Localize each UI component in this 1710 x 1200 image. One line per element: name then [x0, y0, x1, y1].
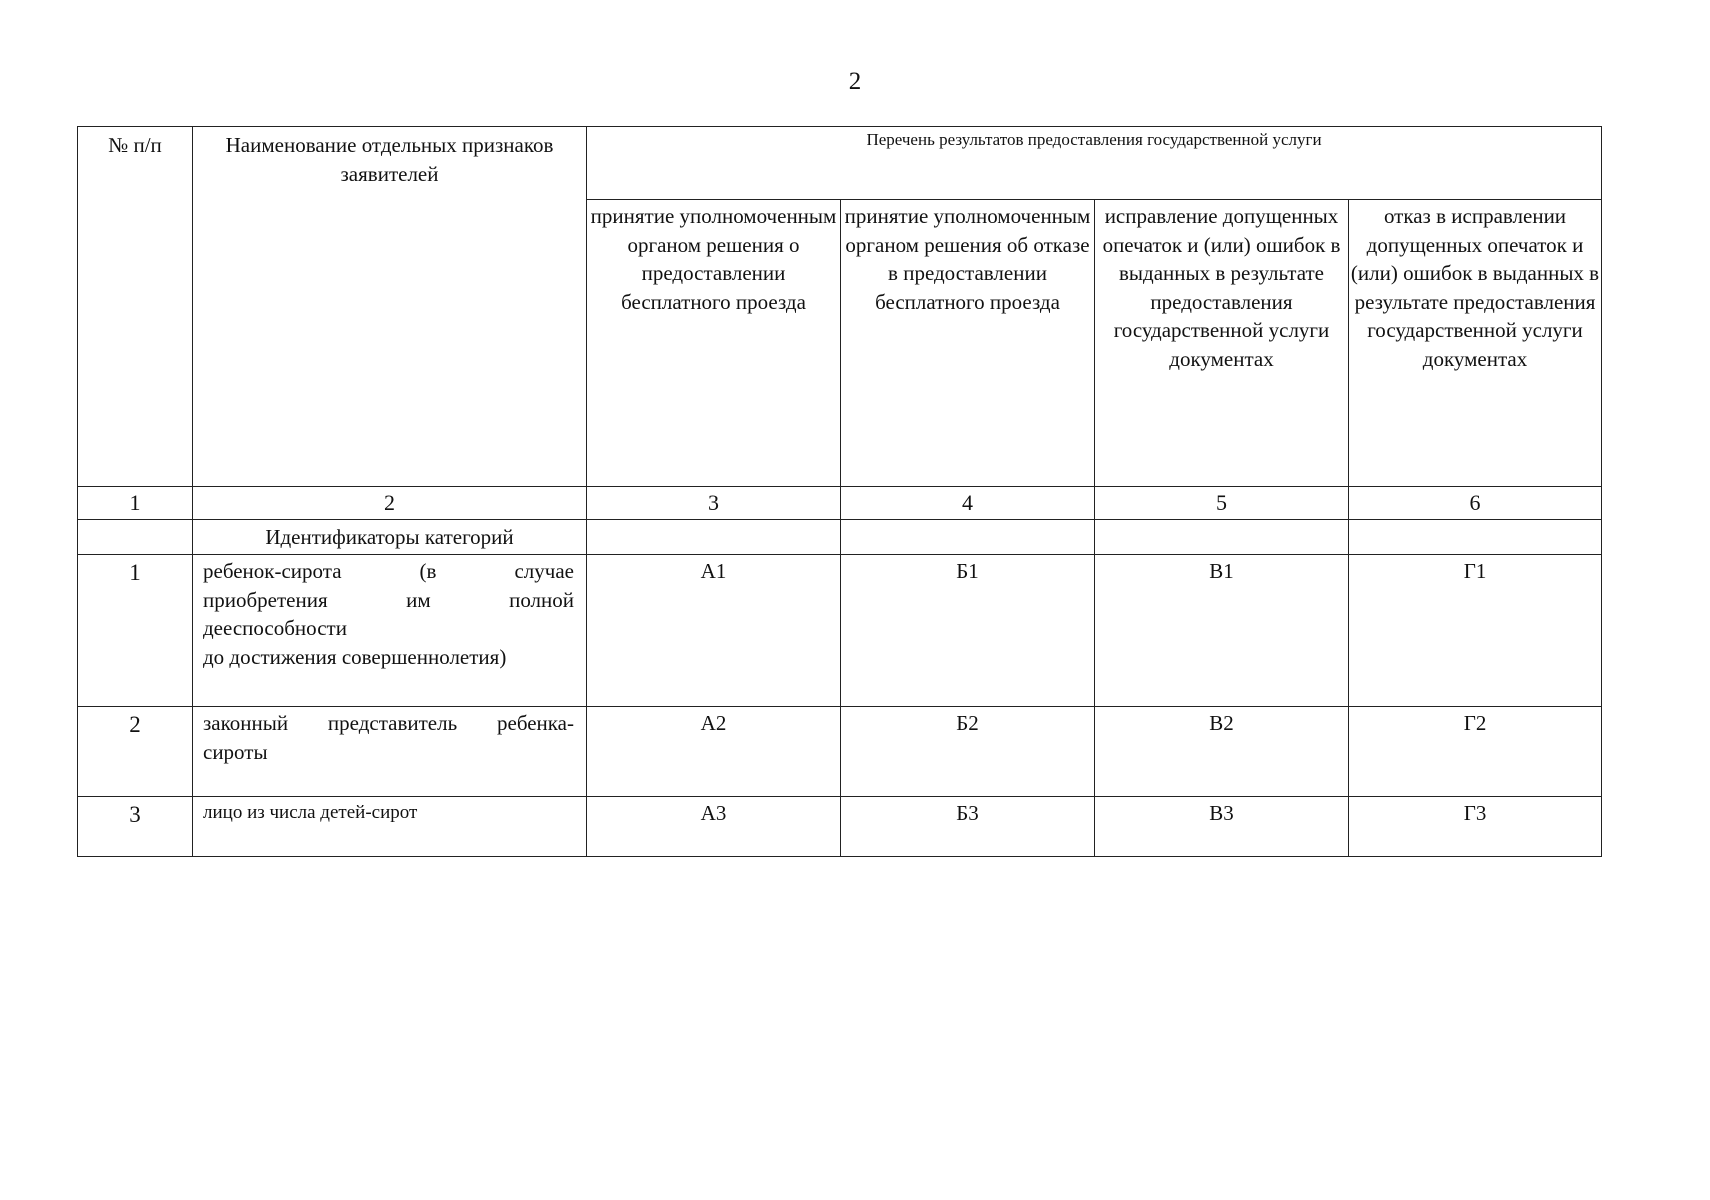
result-code: В2 — [1095, 707, 1349, 797]
column-number: 4 — [841, 487, 1095, 520]
column-number: 5 — [1095, 487, 1349, 520]
result-code: Г1 — [1349, 555, 1602, 707]
category-line: до достижения совершеннолетия) — [203, 644, 507, 669]
result-code: Г3 — [1349, 797, 1602, 857]
row-number: 1 — [78, 555, 193, 707]
category-line: приобретения им полной — [203, 587, 574, 612]
table-header-row — [78, 127, 1602, 200]
table-row — [78, 797, 1602, 857]
result-code: Б1 — [841, 555, 1095, 707]
column-number: 6 — [1349, 487, 1602, 520]
applicant-category — [193, 555, 587, 707]
applicant-category — [193, 707, 587, 797]
category-line: сироты — [203, 739, 268, 764]
empty-cell — [1095, 520, 1349, 555]
category-line: лицо из числа детей-сирот — [203, 802, 418, 823]
result-code: А1 — [587, 555, 841, 707]
empty-cell — [587, 520, 841, 555]
identifiers-label: Идентификаторы категорий — [193, 520, 587, 555]
result-code: Г2 — [1349, 707, 1602, 797]
identifiers-row — [78, 520, 1602, 555]
header-result-col-3: принятие уполномоченным органом решения о предоставлении бесплатного проезда — [587, 200, 841, 487]
header-results-group: Перечень результатов предоставления государственной услуги — [587, 127, 1602, 200]
result-code: В1 — [1095, 555, 1349, 707]
column-numbers-row — [78, 487, 1602, 520]
header-result-col-5: исправление допущенных опечаток и (или) ошибок в выданных в результате предоставления государственной услуги документах — [1095, 200, 1349, 487]
table-row — [78, 555, 1602, 707]
result-code: В3 — [1095, 797, 1349, 857]
table-row — [78, 707, 1602, 797]
header-col-name: Наименование отдельных признаков заявителей — [193, 127, 587, 487]
column-number: 1 — [78, 487, 193, 520]
empty-cell — [841, 520, 1095, 555]
page-number: 2 — [848, 68, 862, 95]
header-col-number: № п/п — [78, 127, 193, 487]
header-result-col-4: принятие уполномоченным органом решения об отказе в предоставлении бесплатного проезда — [841, 200, 1095, 487]
category-line: ребенок-сирота (в случае — [203, 559, 574, 583]
row-number: 3 — [78, 797, 193, 857]
applicant-category — [193, 797, 587, 857]
empty-cell — [1349, 520, 1602, 555]
results-table — [77, 126, 1602, 857]
result-code: Б2 — [841, 707, 1095, 797]
category-line: законный представитель ребенка- — [203, 711, 574, 735]
result-code: Б3 — [841, 797, 1095, 857]
column-number: 3 — [587, 487, 841, 520]
empty-cell — [78, 520, 193, 555]
category-line: дееспособности — [203, 616, 347, 640]
header-result-col-6: отказ в исправлении допущенных опечаток и (или) ошибок в выданных в результате предоставления государственной услуги документах — [1349, 200, 1602, 487]
result-code: А2 — [587, 707, 841, 797]
column-number: 2 — [193, 487, 587, 520]
result-code: А3 — [587, 797, 841, 857]
row-number: 2 — [78, 707, 193, 797]
